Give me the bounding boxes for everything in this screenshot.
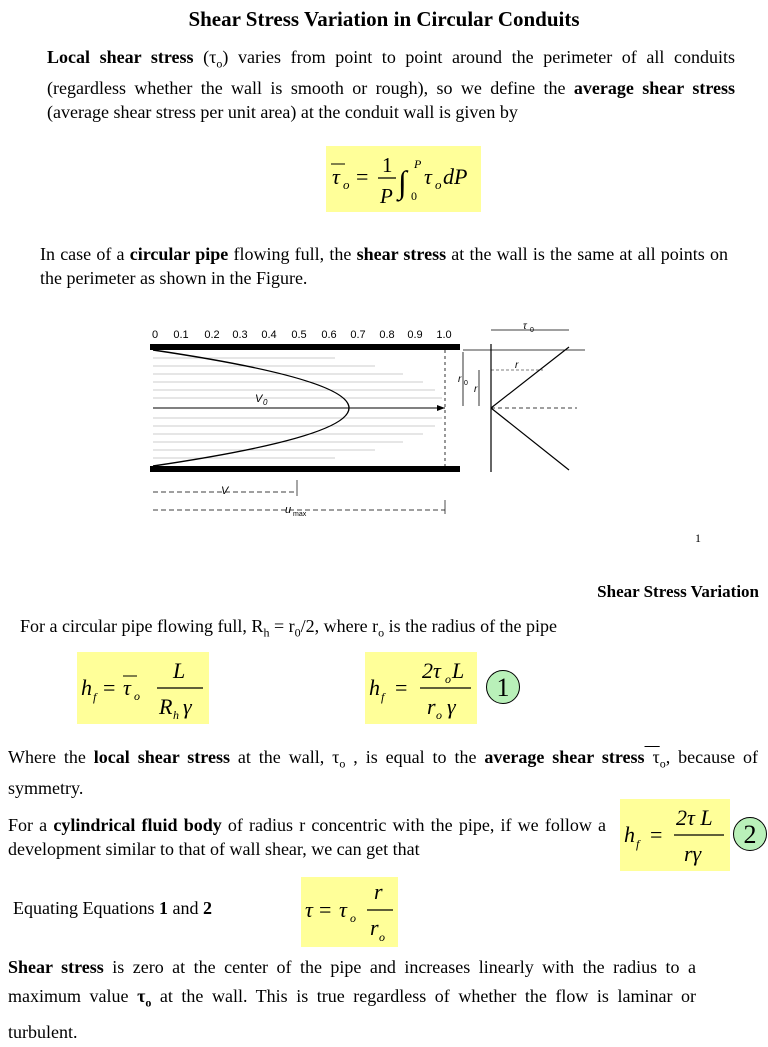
tick-label: 0.9 xyxy=(407,329,423,341)
equation-average-shear xyxy=(326,146,481,212)
term-average-shear-stress: average shear stress xyxy=(573,77,735,98)
equation-shear-linear xyxy=(301,877,398,947)
svg-text:o: o xyxy=(134,689,140,703)
svg-text:τ: τ xyxy=(332,164,340,189)
svg-text:f: f xyxy=(636,837,640,851)
svg-text:1: 1 xyxy=(382,153,393,177)
page-number: 1 xyxy=(695,531,701,545)
svg-text:V: V xyxy=(221,485,229,497)
equation-head-loss-average xyxy=(77,652,209,724)
svg-text:L: L xyxy=(452,658,465,683)
svg-text:o: o xyxy=(436,708,442,722)
svg-text:=: = xyxy=(103,675,116,700)
equation-number-badge: 2 xyxy=(733,817,767,851)
equation-head-loss-cylinder xyxy=(620,799,730,871)
svg-text:0: 0 xyxy=(263,398,268,407)
intro-paragraph: Local shear stress $(\tau_o)$ varies from point to point around the perimeter of all conduits (regardless whether the wall is smooth or rough), so we define the average shear stress (average shear stress per unit area) at the conduit wall is given by xyxy=(47,47,736,122)
svg-text:γ: γ xyxy=(183,694,192,719)
tick-label: 0.4 xyxy=(261,329,277,341)
svg-text:γ: γ xyxy=(447,694,456,719)
cylindrical-body-paragraph: For a cylindrical fluid body of radius r concentric with the pipe, if we follow a development similar to that of wall shear, we can get that xyxy=(8,815,606,859)
equation-head-loss-wall xyxy=(365,652,477,724)
svg-text:h: h xyxy=(624,822,635,847)
hydraulic-radius-line: For a circular pipe flowing full, $R_h = r_0/2$, where $r_o$ is the radius of the pipe xyxy=(20,616,558,640)
svg-text:2τ: 2τ xyxy=(422,658,441,683)
svg-text:=: = xyxy=(356,164,369,189)
tick-label: 0.8 xyxy=(379,329,395,341)
tick-label: 1.0 xyxy=(436,329,452,341)
svg-text:L: L xyxy=(173,658,186,683)
svg-text:max: max xyxy=(293,511,307,518)
svg-text:=: = xyxy=(650,822,663,847)
page-title: Shear Stress Variation in Circular Conduits xyxy=(188,7,580,31)
svg-text:R: R xyxy=(159,694,173,719)
svg-text:τ: τ xyxy=(339,897,347,922)
symmetry-paragraph: Where the local shear stress at the wall, $\tau_o$ , is equal to the average shear stress $\tau_o$, because of symmetry. xyxy=(8,747,758,798)
pipe-wall-bottom xyxy=(150,466,460,472)
section-header: Shear Stress Variation xyxy=(597,582,759,601)
svg-text:2τ L: 2τ L xyxy=(676,805,713,830)
svg-text:u: u xyxy=(285,504,292,516)
velocity-shear-figure xyxy=(145,320,585,525)
svg-text:τ: τ xyxy=(123,675,131,700)
svg-text:h: h xyxy=(173,708,179,722)
svg-text:h: h xyxy=(369,675,380,700)
svg-text:f: f xyxy=(93,690,97,704)
svg-text:rγ: rγ xyxy=(684,841,702,866)
term-local-shear-stress: Local shear stress xyxy=(47,47,194,67)
svg-text:r: r xyxy=(427,694,436,719)
tick-label: 0.1 xyxy=(173,329,189,341)
svg-text:o: o xyxy=(343,177,350,192)
svg-text:0: 0 xyxy=(464,380,468,387)
svg-text:P: P xyxy=(380,184,393,208)
svg-text:=: = xyxy=(395,675,408,700)
tick-label: 0.3 xyxy=(232,329,248,341)
svg-text:o: o xyxy=(379,930,385,944)
svg-text:f: f xyxy=(381,690,385,704)
svg-text:V: V xyxy=(255,393,263,405)
tick-label: 0.2 xyxy=(204,329,220,341)
svg-text:τ: τ xyxy=(424,164,432,189)
svg-text:o: o xyxy=(435,177,442,192)
svg-text:r: r xyxy=(458,374,462,385)
tick-label: 0.5 xyxy=(291,329,307,341)
equation-number-badge: 1 xyxy=(486,670,520,704)
svg-text:τ: τ xyxy=(305,897,313,922)
pipe-wall-top xyxy=(150,344,460,350)
svg-text:∫: ∫ xyxy=(398,164,407,200)
svg-text:r: r xyxy=(515,360,519,371)
svg-text:P: P xyxy=(414,157,422,171)
svg-text:τ: τ xyxy=(523,321,527,332)
svg-text:r: r xyxy=(370,915,379,940)
svg-text:0: 0 xyxy=(411,189,417,203)
svg-text:h: h xyxy=(81,675,92,700)
svg-text:r: r xyxy=(474,384,478,395)
svg-text:o: o xyxy=(350,911,356,925)
conclusion-paragraph: Shear stress is zero at the center of the pipe and increases linearly with the radius to a maximum value $\tau_o$ at the wall. This is true regardless of whether the flow is laminar or turbulent. xyxy=(8,957,697,1042)
svg-text:r: r xyxy=(374,879,383,904)
svg-text:dP: dP xyxy=(443,164,468,189)
tick-label: 0.6 xyxy=(321,329,337,341)
tick-label: 0 xyxy=(151,329,159,341)
svg-text:=: = xyxy=(319,897,332,922)
equating-line: Equating Equations 1 and 2 xyxy=(13,898,212,918)
svg-text:0: 0 xyxy=(530,327,534,334)
tick-label: 0.7 xyxy=(350,329,366,341)
circular-pipe-paragraph: In case of a circular pipe flowing full, the shear stress at the wall is the same at all points on the perimeter as shown in the Figure. xyxy=(40,244,728,288)
svg-text:o: o xyxy=(445,672,451,686)
